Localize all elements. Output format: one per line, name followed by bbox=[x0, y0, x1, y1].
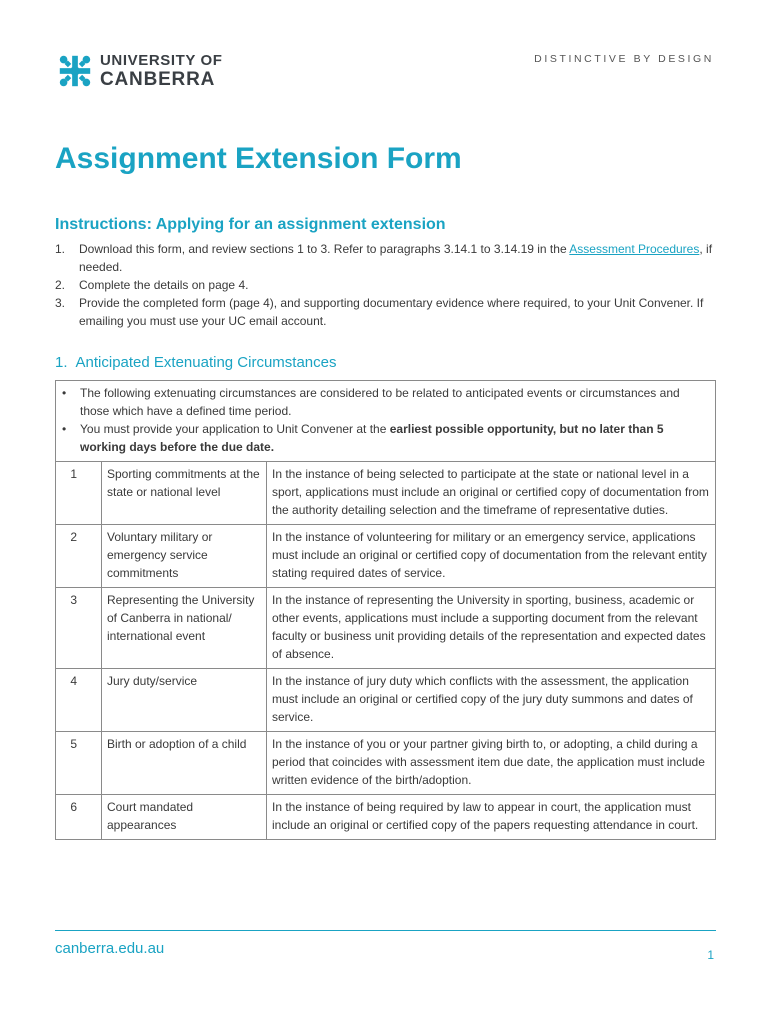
row-description: In the instance of volunteering for military or an emergency service, applications must include an original or certified copy of documentation from the relevant entity stating required dates of service. bbox=[267, 525, 716, 588]
tagline: DISTINCTIVE BY DESIGN bbox=[534, 53, 714, 65]
row-number: 3 bbox=[56, 588, 102, 669]
row-number: 2 bbox=[56, 525, 102, 588]
logo-text-line1: UNIVERSITY OF bbox=[100, 52, 223, 69]
row-category: Birth or adoption of a child bbox=[102, 732, 267, 795]
table-intro-row bbox=[56, 381, 716, 462]
page-title: Assignment Extension Form bbox=[55, 142, 462, 175]
table-row bbox=[56, 795, 716, 840]
instruction-item bbox=[55, 294, 715, 330]
table-row bbox=[56, 669, 716, 732]
instruction-text: Provide the completed form (page 4), and supporting documentary evidence where required, to your Unit Convener. If emailing you must use your UC email account. bbox=[79, 296, 704, 328]
instruction-item bbox=[55, 276, 715, 294]
row-number: 1 bbox=[56, 462, 102, 525]
table-row bbox=[56, 588, 716, 669]
instruction-text: Complete the details on page 4. bbox=[79, 278, 249, 292]
row-description: In the instance of representing the University in sporting, business, academic or other events, applications must include a supporting document from the relevant faculty or business unit providing details of the representation and expected dates of absence. bbox=[267, 588, 716, 669]
instruction-item bbox=[55, 240, 715, 276]
row-number: 4 bbox=[56, 669, 102, 732]
row-number: 5 bbox=[56, 732, 102, 795]
row-category: Representing the University of Canberra in national/ international event bbox=[102, 588, 267, 669]
logo-text-line2: CANBERRA bbox=[100, 69, 216, 90]
row-description: In the instance of you or your partner giving birth to, or adopting, a child during a period that coincides with assessment item due date, the application must include written evidence of the birth/adoption. bbox=[267, 732, 716, 795]
bullet-item bbox=[56, 420, 710, 456]
logo-mark-icon bbox=[56, 52, 94, 90]
bullet-text: You must provide your application to Unit Convener at the earliest possible opportunity, but no later than 5 working days before the due date. bbox=[80, 422, 664, 454]
row-category: Jury duty/service bbox=[102, 669, 267, 732]
row-category: Court mandated appearances bbox=[102, 795, 267, 840]
table-row bbox=[56, 462, 716, 525]
assessment-procedures-link[interactable]: Assessment Procedures bbox=[569, 242, 700, 256]
instruction-number: 3. bbox=[55, 296, 66, 310]
row-description: In the instance of jury duty which conflicts with the assessment, the application must include an original or certified copy of the jury duty summons and dates of service. bbox=[267, 669, 716, 732]
instruction-number: 2. bbox=[55, 278, 66, 292]
bullet-icon: • bbox=[62, 386, 67, 400]
instruction-number: 1. bbox=[55, 242, 66, 256]
bullet-icon: • bbox=[62, 422, 67, 436]
table-row bbox=[56, 732, 716, 795]
bullet-item bbox=[56, 384, 710, 420]
section-number: 1. bbox=[55, 354, 68, 371]
row-category: Voluntary military or emergency service commitments bbox=[102, 525, 267, 588]
row-description: In the instance of being selected to participate at the state or national level in a sport, applications must include an original or certified copy of documentation from the authority detailing selection and the timeframe of representative duties. bbox=[267, 462, 716, 525]
instructions-heading: Instructions: Applying for an assignment extension bbox=[55, 216, 446, 233]
footer-divider bbox=[55, 930, 716, 931]
circumstances-table bbox=[55, 380, 716, 840]
university-logo bbox=[56, 52, 223, 90]
row-number: 6 bbox=[56, 795, 102, 840]
row-category: Sporting commitments at the state or national level bbox=[102, 462, 267, 525]
section-heading bbox=[55, 354, 337, 371]
page-number: 1 bbox=[707, 948, 714, 962]
instructions-list bbox=[55, 240, 715, 330]
row-description: In the instance of being required by law to appear in court, the application must include an original or certified copy of the papers requesting attendance in court. bbox=[267, 795, 716, 840]
section-title: Anticipated Extenuating Circumstances bbox=[75, 354, 337, 371]
bullet-text: The following extenuating circumstances are considered to be related to anticipated events or circumstances and those which have a defined time period. bbox=[80, 386, 680, 418]
instruction-text: Download this form, and review sections 1 to 3. Refer to paragraphs 3.14.1 to 3.14.19 in the Assessment Procedures, if needed. bbox=[79, 242, 713, 274]
table-row bbox=[56, 525, 716, 588]
footer-url: canberra.edu.au bbox=[55, 940, 165, 957]
